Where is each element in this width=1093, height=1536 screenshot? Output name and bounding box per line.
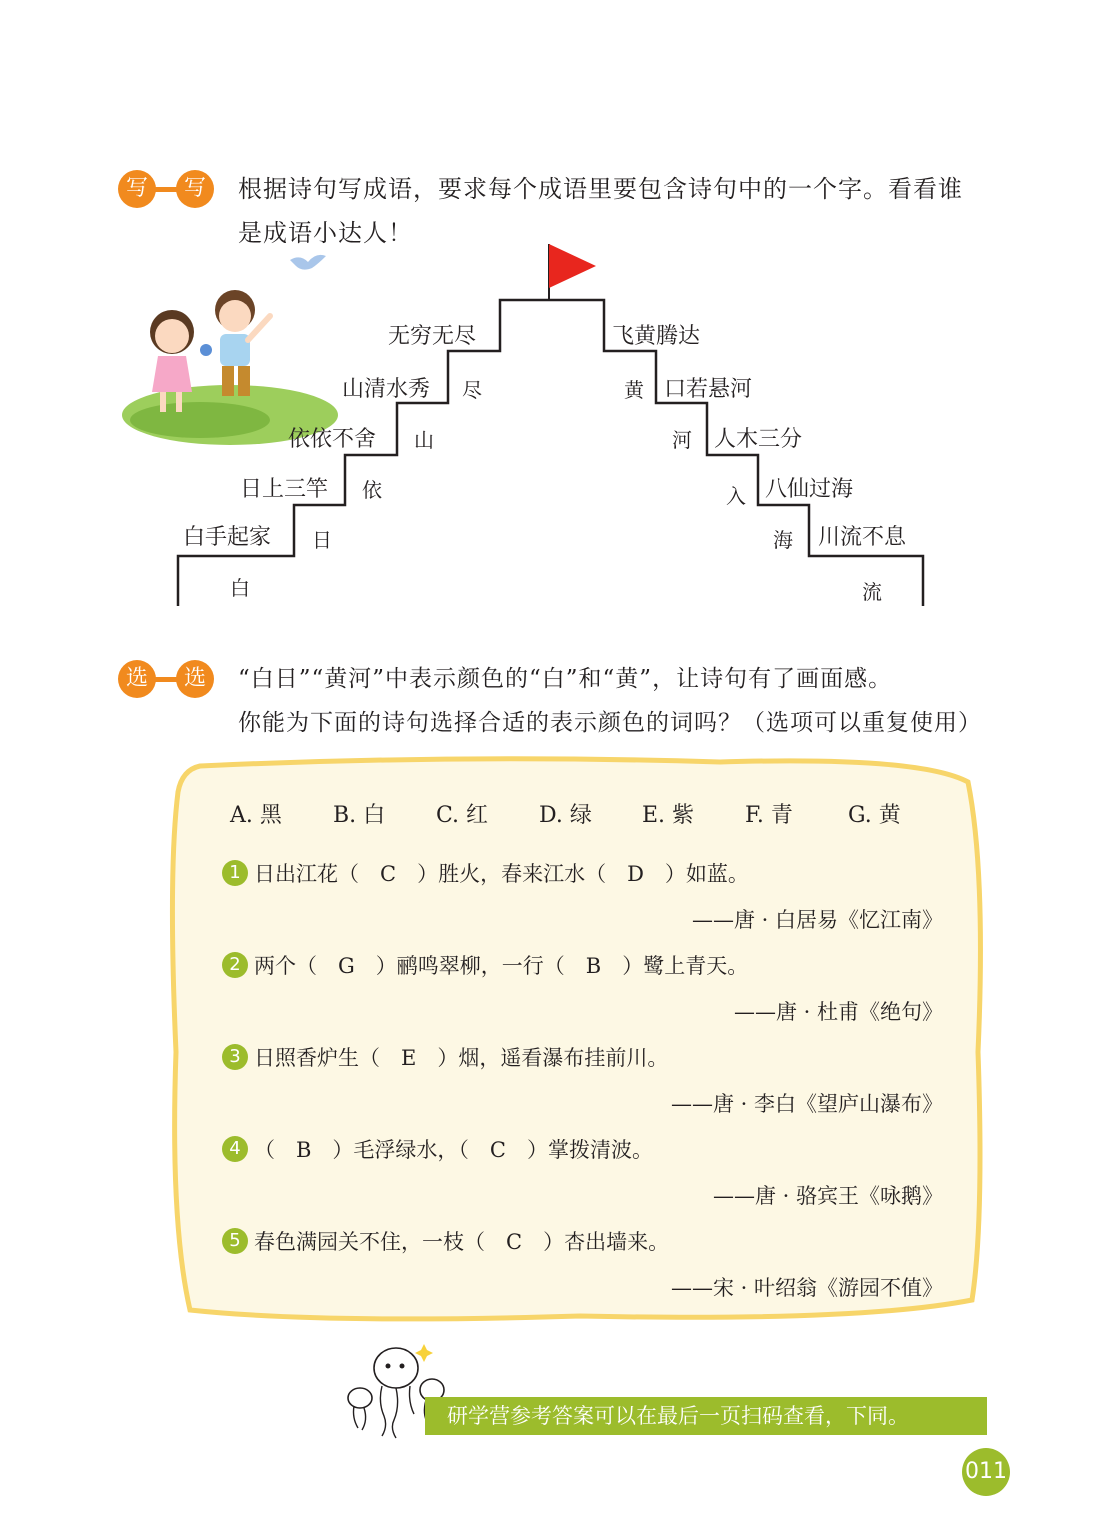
right-idiom: 八仙过海 xyxy=(765,477,854,502)
poem-source: ——唐 · 骆宾王《咏鹅》 xyxy=(712,1184,943,1208)
right-idiom: 人木三分 xyxy=(714,427,803,452)
left-idiom: 依依不舍 xyxy=(288,427,377,452)
left-idiom: 无穷无尽 xyxy=(388,324,477,349)
option: B. 白 xyxy=(333,803,386,828)
poem-source: ——唐 · 杜甫《绝句》 xyxy=(733,1000,943,1024)
red-flag-icon xyxy=(549,244,596,288)
staircase-diagram xyxy=(0,0,1093,620)
question-number: 3 xyxy=(222,1044,248,1070)
option: F. 青 xyxy=(745,803,793,828)
poem-source: ——唐 · 白居易《忆江南》 xyxy=(691,908,943,932)
question-number: 4 xyxy=(222,1136,248,1162)
poem-source: ——唐 · 李白《望庐山瀑布》 xyxy=(670,1092,943,1116)
badge-char: 写 xyxy=(176,170,214,208)
staircase-outline xyxy=(178,300,923,606)
badge-char: 选 xyxy=(176,660,214,698)
right-step-char: 河 xyxy=(672,428,692,452)
poem-source: ——宋 · 叶绍翁《游园不值》 xyxy=(670,1276,943,1300)
page-number: 011 xyxy=(962,1448,1010,1496)
option: D. 绿 xyxy=(539,803,592,828)
left-idiom: 白手起家 xyxy=(183,525,272,550)
left-step-char: 尽 xyxy=(462,378,482,402)
section2-intro-line1: “白日”“黄河”中表示颜色的“白”和“黄”，让诗句有了画面感。 xyxy=(238,666,893,692)
banner-text: 研学营参考答案可以在最后一页扫码查看，下同。 xyxy=(447,1404,909,1428)
left-step-char: 日 xyxy=(312,528,332,552)
option: G. 黄 xyxy=(848,803,901,828)
question-number: 5 xyxy=(222,1228,248,1254)
option: A. 黑 xyxy=(230,803,282,828)
right-step-char: 海 xyxy=(773,528,793,552)
question-text: 两个（ G ）鹂鸣翠柳，一行（ B ）鹭上青天。 xyxy=(254,954,749,978)
answer-note-banner xyxy=(425,1397,987,1435)
left-step-char: 白 xyxy=(230,576,250,600)
badge-char: 写 xyxy=(118,170,156,208)
left-step-char: 依 xyxy=(362,478,382,502)
question-line xyxy=(222,1042,668,1072)
question-line xyxy=(222,950,748,980)
question-number: 2 xyxy=(222,952,248,978)
option: C. 红 xyxy=(436,803,489,828)
right-idiom: 飞黄腾达 xyxy=(612,324,701,349)
left-step-char: 山 xyxy=(414,428,434,452)
right-idiom: 口若悬河 xyxy=(664,377,753,402)
question-line xyxy=(222,1226,669,1256)
section2-intro-line2: 你能为下面的诗句选择合适的表示颜色的词吗？（选项可以重复使用） xyxy=(238,710,982,736)
question-text: 春色满园关不住，一枝（ C ）杏出墙来。 xyxy=(254,1230,670,1254)
right-step-char: 入 xyxy=(726,484,746,508)
left-idiom: 日上三竿 xyxy=(240,477,329,502)
section1-intro-line1: 根据诗句写成语，要求每个成语里要包含诗句中的一个字。看看谁 xyxy=(238,175,963,203)
question-text: 日照香炉生（ E ）烟，遥看瀑布挂前川。 xyxy=(254,1046,669,1070)
right-step-char: 黄 xyxy=(624,378,644,402)
question-number: 1 xyxy=(222,860,248,886)
choose-badge xyxy=(118,660,214,698)
right-step-char: 流 xyxy=(862,580,882,604)
badge-char: 选 xyxy=(118,660,156,698)
left-idiom: 山清水秀 xyxy=(342,377,431,402)
question-line xyxy=(222,858,749,888)
section1-intro-line2: 是成语小达人！ xyxy=(238,219,413,247)
question-text: 日出江花（ C ）胜火，春来江水（ D ）如蓝。 xyxy=(254,862,749,886)
right-idiom: 川流不息 xyxy=(818,525,907,550)
question-text: （ B ）毛浮绿水，（ C ）掌拨清波。 xyxy=(254,1138,653,1162)
option: E. 紫 xyxy=(642,803,695,828)
question-line xyxy=(222,1134,653,1164)
